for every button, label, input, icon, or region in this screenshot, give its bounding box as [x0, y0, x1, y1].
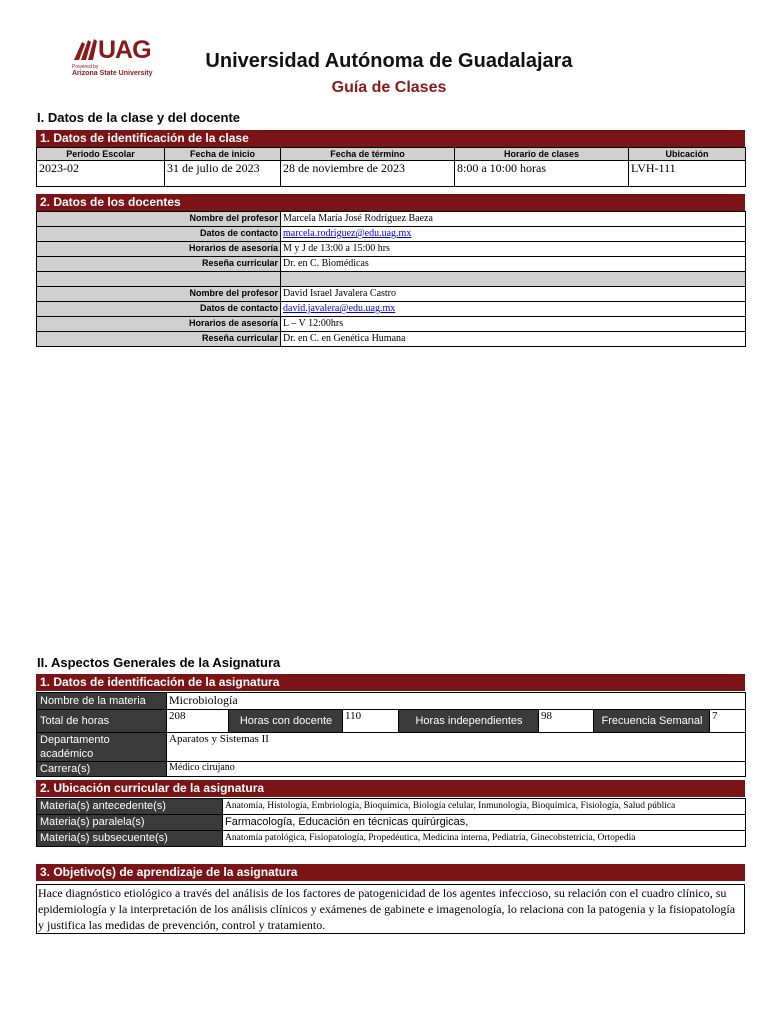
frecuencia-label: Frecuencia Semanal	[594, 710, 710, 733]
clase-header: Fecha de término	[281, 148, 455, 161]
subsecuente-value: Anatomía patológica, Fisiopatología, Propedéutica, Medicina interna, Pediatría, Ginecobstetricia, Ortopedia	[223, 831, 746, 847]
carrera-label: Carrera(s)	[37, 762, 167, 777]
clase-header: Periodo Escolar	[37, 148, 165, 161]
label-resena: Reseña curricular	[37, 332, 281, 347]
clase-header: Fecha de inicio	[165, 148, 281, 161]
page-title: Universidad Autónoma de Guadalajara	[205, 50, 573, 72]
clase-table	[36, 147, 746, 187]
profesor1-resena: Dr. en C. Biomédicas	[281, 257, 746, 272]
profesor2-email-link[interactable]: david.javalera@edu.uag.mx	[283, 303, 396, 314]
profesor1-asesoria: M y J de 13:00 a 15:00 hrs	[281, 242, 746, 257]
clase-header: Ubicación	[629, 148, 746, 161]
ubicacion-bar: 2. Ubicación curricular de la asignatura	[36, 780, 745, 797]
clase-periodo: 2023-02	[37, 161, 165, 187]
label-nombre: Nombre del profesor	[37, 287, 281, 302]
profesor2-nombre: David Israel Javalera Castro	[281, 287, 746, 302]
logo-powered: Powered by	[72, 64, 99, 70]
label-asesoria: Horarios de asesoría	[37, 242, 281, 257]
total-horas-label: Total de horas	[37, 710, 167, 733]
clase-bar: 1. Datos de identificación de la clase	[36, 130, 745, 147]
page-subtitle: Guía de Clases	[331, 79, 447, 96]
label-resena: Reseña curricular	[37, 257, 281, 272]
logo-asu: Arizona State University	[72, 70, 153, 77]
clase-header: Horario de clases	[455, 148, 629, 161]
departamento-value: Aparatos y Sistemas II	[167, 733, 746, 762]
profesor2-asesoria: L – V 12:00hrs	[281, 317, 746, 332]
spacer-row	[37, 272, 281, 287]
clase-ubicacion: LVH-111	[629, 161, 746, 187]
asignatura-bar: 1. Datos de identificación de la asignatura	[36, 674, 745, 691]
logo-text: UAG	[98, 36, 151, 64]
spacer-row	[281, 272, 746, 287]
nombre-materia-value: Microbiología	[167, 693, 746, 710]
nombre-materia-label: Nombre de la materia	[37, 693, 167, 710]
profesor1-email-link[interactable]: marcela.rodriguez@edu.uag.mx	[283, 228, 412, 239]
objetivo-text: Hace diagnóstico etiológico a través del análisis de los factores de patogenicidad de los agentes infeccioso, su relación con el cuadro clínico, su epidemiología y la interpretación de los análisis clínicos y exámenes de gabinete e imagenología, lo relaciona con la patogenia y la fisiopatología y justifica las medidas de prevención, control y tratamiento.	[36, 884, 745, 934]
profesor1-nombre: Marcela María José Rodríguez Baeza	[281, 212, 746, 227]
subsecuente-label: Materia(s) subsecuente(s)	[37, 831, 223, 847]
frecuencia-value: 7	[710, 710, 746, 733]
paralela-label: Materia(s) paralela(s)	[37, 815, 223, 831]
label-asesoria: Horarios de asesoría	[37, 317, 281, 332]
profesor2-resena: Dr. en C. en Genética Humana	[281, 332, 746, 347]
horas-docente-value: 110	[343, 710, 399, 733]
antecedente-label: Materia(s) antecedente(s)	[37, 799, 223, 815]
section-2-heading: II. Aspectos Generales de la Asignatura	[37, 655, 281, 670]
total-horas-value: 208	[167, 710, 229, 733]
clase-horario: 8:00 a 10:00 horas	[455, 161, 629, 187]
label-nombre: Nombre del profesor	[37, 212, 281, 227]
label-contacto: Datos de contacto	[37, 302, 281, 317]
antecedente-value: Anatomía, Histología, Embriología, Bioquímica, Biología celular, Inmunología, Bioquímica, Fisiología, Salud pública	[223, 799, 746, 815]
docentes-bar: 2. Datos de los docentes	[36, 194, 745, 211]
paralela-value: Farmacología, Educación en técnicas quirúrgicas,	[223, 815, 746, 831]
label-contacto: Datos de contacto	[37, 227, 281, 242]
departamento-label: Departamento académico	[37, 733, 167, 762]
horas-independientes-value: 98	[539, 710, 594, 733]
carrera-value: Médico cirujano	[167, 762, 746, 777]
horas-independientes-label: Horas independientes	[399, 710, 539, 733]
docentes-table	[36, 211, 746, 347]
asignatura-table	[36, 692, 746, 777]
section-1-heading: I. Datos de la clase y del docente	[37, 110, 241, 125]
ubicacion-table	[36, 798, 746, 847]
clase-fecha-termino: 28 de noviembre de 2023	[281, 161, 455, 187]
objetivo-bar: 3. Objetivo(s) de aprendizaje de la asignatura	[36, 864, 745, 881]
clase-fecha-inicio: 31 de julio de 2023	[165, 161, 281, 187]
horas-docente-label: Horas con docente	[229, 710, 343, 733]
